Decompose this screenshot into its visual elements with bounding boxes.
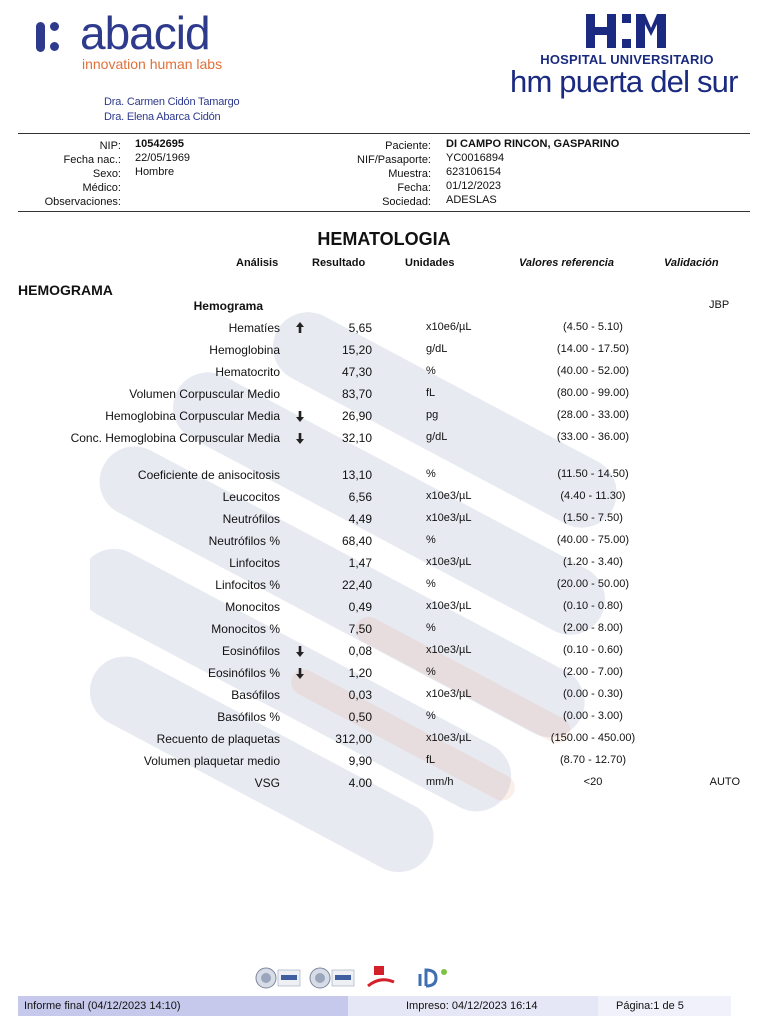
analysis-name: Eosinófilos bbox=[221, 644, 280, 658]
doctor-label: Médico: bbox=[82, 182, 121, 194]
result-value: 26,90 bbox=[341, 409, 372, 423]
column-header-result: Resultado bbox=[312, 257, 366, 269]
reference-range: (150.00 - 450.00) bbox=[550, 732, 636, 744]
qdis-icon bbox=[420, 969, 447, 986]
insurer-label: Sociedad: bbox=[382, 196, 431, 208]
reference-range: (11.50 - 14.50) bbox=[557, 468, 629, 480]
arrow-down-icon bbox=[294, 644, 306, 658]
analysis-name: Volumen plaquetar medio bbox=[143, 754, 280, 768]
reference-range: (2.00 - 8.00) bbox=[563, 622, 623, 634]
reference-range: (40.00 - 75.00) bbox=[556, 534, 630, 546]
result-value: 0,08 bbox=[348, 644, 372, 658]
result-value: 47,30 bbox=[341, 365, 372, 379]
hospital-name: hm puerta del sur bbox=[510, 64, 738, 99]
unit-value: x10e3/µL bbox=[426, 512, 472, 524]
reference-range: (2.00 - 7.00) bbox=[563, 666, 623, 678]
unit-value: % bbox=[426, 365, 436, 377]
analysis-name: Basófilos bbox=[231, 688, 280, 702]
page-number: Página:1 de 5 bbox=[598, 996, 731, 1016]
reference-range: (0.00 - 3.00) bbox=[563, 710, 623, 722]
result-value: 22,40 bbox=[341, 578, 372, 592]
column-header-reference: Valores referencia bbox=[519, 257, 614, 269]
certification-logos bbox=[254, 962, 454, 992]
analysis-name: Recuento de plaquetas bbox=[156, 732, 280, 746]
hm-mark-icon bbox=[586, 14, 666, 48]
birthdate-value: 22/05/1969 bbox=[135, 152, 191, 164]
result-value: 6,56 bbox=[348, 490, 372, 504]
validator-code: JBP bbox=[709, 299, 730, 311]
reference-range: (4.40 - 11.30) bbox=[560, 490, 626, 502]
abacid-logo bbox=[36, 7, 236, 74]
unit-value: % bbox=[426, 666, 436, 678]
result-value: 83,70 bbox=[341, 387, 372, 401]
reference-range: (8.70 - 12.70) bbox=[559, 754, 627, 766]
arrow-up-icon bbox=[294, 321, 306, 335]
analysis-name: Hemoglobina bbox=[209, 343, 280, 357]
analysis-name: Linfocitos % bbox=[215, 578, 280, 592]
reference-range: (0.10 - 0.60) bbox=[563, 644, 623, 656]
nip-label: NIP: bbox=[99, 140, 121, 152]
column-header-units: Unidades bbox=[405, 257, 455, 269]
reference-range: (20.00 - 50.00) bbox=[556, 578, 630, 590]
analysis-name: Eosinófilos % bbox=[207, 666, 280, 680]
analysis-name: Conc. Hemoglobina Corpuscular Media bbox=[70, 431, 280, 445]
arrow-down-icon bbox=[294, 666, 306, 680]
result-value: 0,03 bbox=[348, 688, 372, 702]
unit-value: % bbox=[426, 622, 436, 634]
cert-seal-icon bbox=[256, 968, 300, 988]
printed-date: Impreso: 04/12/2023 16:14 bbox=[348, 996, 598, 1016]
reference-range: (0.00 - 0.30) bbox=[563, 688, 623, 700]
unit-value: fL bbox=[426, 754, 436, 766]
analysis-name: Monocitos bbox=[225, 600, 280, 614]
arrow-down-icon bbox=[294, 431, 306, 445]
sex-value: Hombre bbox=[135, 166, 175, 178]
reference-range: <20 bbox=[583, 776, 603, 788]
analysis-name: Hematíes bbox=[228, 321, 280, 335]
footer-bar bbox=[18, 996, 731, 1016]
unit-value: g/dL bbox=[426, 431, 448, 443]
abacid-mark-icon bbox=[36, 18, 72, 56]
nif-label: NIF/Pasaporte: bbox=[357, 154, 431, 166]
doctor-name: Dra. Elena Abarca Cidón bbox=[104, 111, 221, 123]
observations-label: Observaciones: bbox=[44, 196, 121, 208]
unit-value: g/dL bbox=[426, 343, 448, 355]
analysis-name: Monocitos % bbox=[211, 622, 280, 636]
unit-value: x10e3/µL bbox=[426, 490, 472, 502]
result-value: 13,10 bbox=[341, 468, 372, 482]
cert-seal-icon bbox=[310, 968, 354, 988]
column-header-validation: Validación bbox=[664, 257, 719, 269]
result-value: 312,00 bbox=[335, 732, 372, 746]
patient-name-value: DI CAMPO RINCON, GASPARINO bbox=[446, 138, 620, 150]
unit-value: % bbox=[426, 710, 436, 722]
madrid-excelente-icon bbox=[368, 966, 394, 986]
result-value: 1,47 bbox=[348, 556, 372, 570]
unit-value: % bbox=[426, 468, 436, 480]
analysis-name: Volumen Corpuscular Medio bbox=[129, 387, 280, 401]
unit-value: % bbox=[426, 534, 436, 546]
group-title: HEMOGRAMA bbox=[18, 282, 113, 298]
result-value: 15,20 bbox=[341, 343, 372, 357]
patient-name-label: Paciente: bbox=[385, 140, 431, 152]
birthdate-label: Fecha nac.: bbox=[63, 154, 121, 166]
unit-value: pg bbox=[426, 409, 439, 421]
reference-range: (0.10 - 0.80) bbox=[563, 600, 623, 612]
reference-range: (1.20 - 3.40) bbox=[563, 556, 623, 568]
reference-range: (40.00 - 52.00) bbox=[556, 365, 630, 377]
unit-value: x10e3/µL bbox=[426, 556, 472, 568]
result-value: 9,90 bbox=[348, 754, 372, 768]
result-value: 5,65 bbox=[348, 321, 372, 335]
unit-value: % bbox=[426, 578, 436, 590]
analysis-name: Linfocitos bbox=[229, 556, 280, 570]
date-label: Fecha: bbox=[397, 182, 431, 194]
insurer-value: ADESLAS bbox=[446, 194, 497, 206]
unit-value: x10e3/µL bbox=[426, 732, 472, 744]
result-value: 0,50 bbox=[348, 710, 372, 724]
result-value: 7,50 bbox=[348, 622, 372, 636]
reference-range: (80.00 - 99.00) bbox=[556, 387, 630, 399]
validation-value: AUTO bbox=[709, 776, 740, 788]
analysis-name: Leucocitos bbox=[222, 490, 280, 504]
arrow-down-icon bbox=[294, 409, 306, 423]
header-divider bbox=[18, 133, 750, 134]
lab-tagline: innovation human labs bbox=[82, 56, 223, 72]
lab-brand-name: abacid bbox=[80, 7, 210, 59]
final-report-status: Informe final (04/12/2023 14:10) bbox=[18, 996, 348, 1016]
doctor-list bbox=[104, 95, 239, 125]
sex-label: Sexo: bbox=[92, 168, 121, 180]
date-value: 01/12/2023 bbox=[446, 180, 502, 192]
section-title: HEMATOLOGIA bbox=[317, 229, 451, 249]
sample-label: Muestra: bbox=[388, 168, 431, 180]
analysis-name: Coeficiente de anisocitosis bbox=[137, 468, 280, 482]
subgroup-title: Hemograma bbox=[193, 299, 263, 313]
reference-range: (14.00 - 17.50) bbox=[556, 343, 630, 355]
hospital-line: HOSPITAL UNIVERSITARIO bbox=[540, 52, 714, 67]
unit-value: x10e6/µL bbox=[426, 321, 472, 333]
analysis-name: VSG bbox=[254, 776, 280, 790]
result-value: 4,49 bbox=[348, 512, 372, 526]
reference-range: (4.50 - 5.10) bbox=[563, 321, 623, 333]
nif-value: YC0016894 bbox=[446, 152, 505, 164]
unit-value: fL bbox=[426, 387, 436, 399]
doctor-name: Dra. Carmen Cidón Tamargo bbox=[104, 96, 240, 108]
reference-range: (28.00 - 33.00) bbox=[556, 409, 630, 421]
reference-range: (33.00 - 36.00) bbox=[556, 431, 630, 443]
analysis-name: Neutrófilos bbox=[222, 512, 280, 526]
hospital-logo bbox=[508, 12, 758, 102]
unit-value: mm/h bbox=[426, 776, 454, 788]
sample-value: 623106154 bbox=[446, 166, 502, 178]
analysis-name: Neutrófilos % bbox=[208, 534, 280, 548]
result-value: 68,40 bbox=[341, 534, 372, 548]
result-value: 1,20 bbox=[348, 666, 372, 680]
result-value: 32,10 bbox=[341, 431, 372, 445]
patient-divider bbox=[18, 211, 750, 212]
unit-value: x10e3/µL bbox=[426, 600, 472, 612]
unit-value: x10e3/µL bbox=[426, 644, 472, 656]
column-header-analysis: Análisis bbox=[236, 257, 279, 269]
reference-range: (1.50 - 7.50) bbox=[563, 512, 623, 524]
analysis-name: Hemoglobina Corpuscular Media bbox=[105, 409, 280, 423]
unit-value: x10e3/µL bbox=[426, 688, 472, 700]
analysis-name: Basófilos % bbox=[217, 710, 280, 724]
result-value: 4.00 bbox=[348, 776, 372, 790]
nip-value: 10542695 bbox=[135, 138, 184, 150]
analysis-name: Hematocrito bbox=[215, 365, 280, 379]
result-value: 0,49 bbox=[348, 600, 372, 614]
